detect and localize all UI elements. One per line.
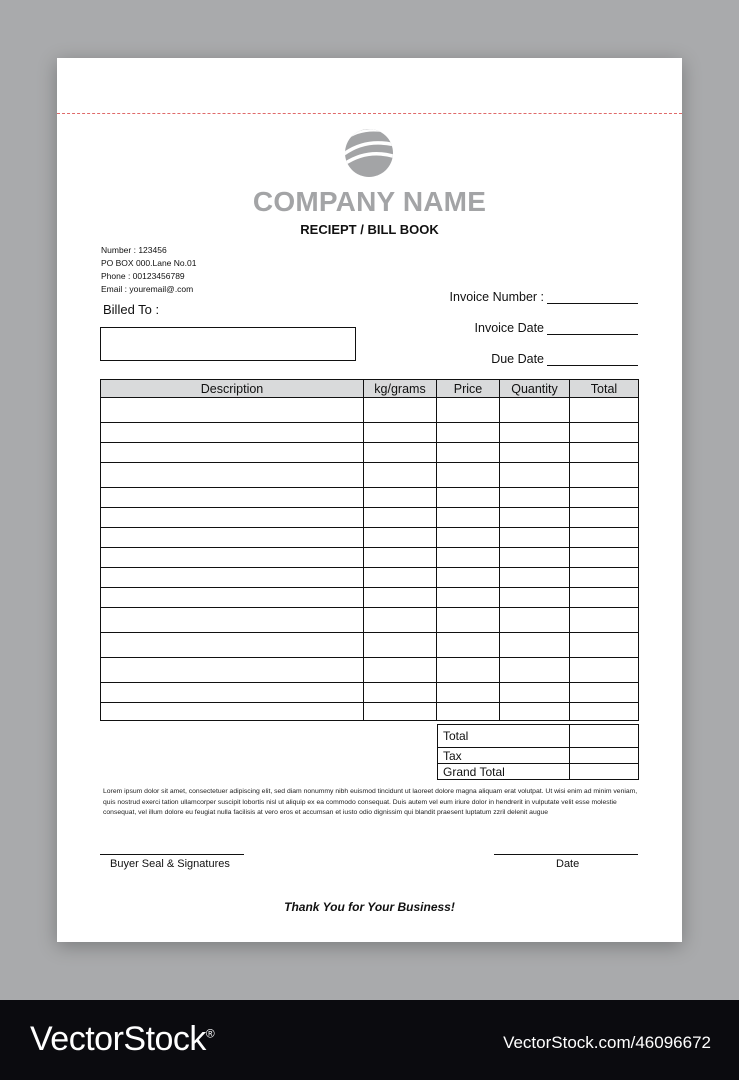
company-name: COMPANY NAME: [252, 186, 487, 217]
cell-weight[interactable]: [364, 683, 437, 703]
cell-quantity[interactable]: [500, 508, 570, 528]
cell-quantity[interactable]: [500, 463, 570, 488]
column-header-description: Description: [101, 380, 364, 398]
cell-price[interactable]: [437, 608, 500, 633]
cell-price[interactable]: [437, 443, 500, 463]
watermark-brand: [30, 1020, 214, 1059]
cell-quantity[interactable]: [500, 658, 570, 683]
cell-weight[interactable]: [364, 703, 437, 721]
perforation-line: [57, 113, 682, 114]
cell-weight[interactable]: [364, 423, 437, 443]
contact-phone: Phone : 00123456789: [101, 271, 185, 281]
cell-quantity[interactable]: [500, 398, 570, 423]
contact-email: Email : youremail@.com: [101, 284, 194, 294]
date-signature-label: Date: [556, 858, 580, 870]
table-row: [101, 528, 639, 548]
cell-description[interactable]: [101, 703, 364, 721]
cell-price[interactable]: [437, 568, 500, 588]
table-row: [101, 423, 639, 443]
table-row: [101, 398, 639, 423]
cell-description[interactable]: [101, 528, 364, 548]
document-title: RECIEPT / BILL BOOK: [300, 222, 439, 237]
table-row: [101, 488, 639, 508]
cell-total[interactable]: [570, 608, 639, 633]
company-logo-icon: [344, 128, 394, 178]
cell-weight[interactable]: [364, 508, 437, 528]
cell-price[interactable]: [437, 488, 500, 508]
invoice-number-row: [450, 290, 638, 304]
table-row: [101, 588, 639, 608]
invoice-date-label: Invoice Date: [474, 321, 544, 335]
cell-description[interactable]: [101, 683, 364, 703]
column-header-total: Total: [570, 380, 639, 398]
cell-description[interactable]: [101, 608, 364, 633]
cell-weight[interactable]: [364, 608, 437, 633]
invoice-number-label: Invoice Number :: [449, 290, 544, 304]
cell-description[interactable]: [101, 463, 364, 488]
watermark-brand-text: VectorStock: [30, 1020, 206, 1058]
cell-weight[interactable]: [364, 658, 437, 683]
cell-price[interactable]: [437, 508, 500, 528]
table-row: [101, 608, 639, 633]
watermark-stock-id: VectorStock.com/46096672: [503, 1033, 711, 1052]
due-date-label: Due Date: [491, 352, 544, 366]
cell-total[interactable]: [570, 398, 639, 423]
invoice-sheet: [57, 58, 682, 942]
cell-description[interactable]: [101, 398, 364, 423]
cell-price[interactable]: [437, 398, 500, 423]
cell-quantity[interactable]: [500, 683, 570, 703]
cell-weight[interactable]: [364, 398, 437, 423]
cell-total[interactable]: [570, 588, 639, 608]
cell-quantity[interactable]: [500, 703, 570, 721]
invoice-date-field[interactable]: [547, 324, 638, 335]
cell-price[interactable]: [437, 588, 500, 608]
due-date-row: [491, 352, 638, 366]
cell-price[interactable]: [437, 633, 500, 658]
total-row: [438, 725, 639, 748]
cell-description[interactable]: [101, 548, 364, 568]
cell-quantity[interactable]: [500, 443, 570, 463]
cell-description[interactable]: [101, 588, 364, 608]
cell-description[interactable]: [101, 568, 364, 588]
tax-label: Tax: [438, 748, 570, 764]
table-row: [101, 633, 639, 658]
cell-price[interactable]: [437, 423, 500, 443]
billed-to-field[interactable]: [100, 327, 356, 361]
registered-mark: ®: [205, 1026, 215, 1041]
buyer-signature-line[interactable]: [100, 854, 244, 855]
cell-weight[interactable]: [364, 528, 437, 548]
table-row: [101, 463, 639, 488]
cell-weight[interactable]: [364, 633, 437, 658]
table-row: [101, 703, 639, 721]
cell-description[interactable]: [101, 488, 364, 508]
due-date-field[interactable]: [547, 355, 638, 366]
contact-address: PO BOX 000.Lane No.01: [101, 258, 197, 268]
table-row: [101, 568, 639, 588]
cell-price[interactable]: [437, 528, 500, 548]
cell-quantity[interactable]: [500, 588, 570, 608]
cell-total[interactable]: [570, 683, 639, 703]
table-row: [101, 443, 639, 463]
cell-total[interactable]: [570, 508, 639, 528]
table-row: [101, 658, 639, 683]
table-row: [101, 683, 639, 703]
cell-price[interactable]: [437, 548, 500, 568]
table-row: [101, 548, 639, 568]
cell-total[interactable]: [570, 548, 639, 568]
cell-total[interactable]: [570, 528, 639, 548]
contact-block: [101, 244, 196, 296]
cell-total[interactable]: [570, 568, 639, 588]
invoice-number-field[interactable]: [547, 293, 638, 304]
terms-note: Lorem ipsum dolor sit amet, consectetuer adipiscing elit, sed diam nonummy nibh euismod tincidunt ut laoreet dolore magna aliquam erat volutpat. Ut wisi enim ad minim veniam, quis nostrud exerci tation ullamcorper suscipit lobortis nisl ut aliquip ex ea commodo consequat. Duis autem vel eum iriure dolor in hendrerit in vulputate velit esse molestie consequat, vel illum dolore eu feugiat nulla facilisis at vero eros et accumsan et iusto odio dignissim qui blandit praesent luptatum zzril delenit augue: [103, 788, 638, 816]
column-header-quantity: Quantity: [500, 380, 570, 398]
cell-price[interactable]: [437, 658, 500, 683]
total-label: Total: [438, 725, 570, 748]
cell-weight[interactable]: [364, 463, 437, 488]
invoice-date-row: [475, 321, 638, 335]
cell-weight[interactable]: [364, 548, 437, 568]
contact-number: Number : 123456: [101, 245, 167, 255]
date-signature-line[interactable]: [494, 854, 638, 855]
cell-total[interactable]: [570, 703, 639, 721]
cell-total[interactable]: [570, 443, 639, 463]
cell-weight[interactable]: [364, 568, 437, 588]
cell-description[interactable]: [101, 443, 364, 463]
total-value-cell[interactable]: [570, 725, 639, 748]
cell-total[interactable]: [570, 658, 639, 683]
cell-price[interactable]: [437, 703, 500, 721]
totals-table: [437, 724, 639, 780]
cell-total[interactable]: [570, 463, 639, 488]
grand-total-value-cell[interactable]: [570, 764, 639, 780]
buyer-signature-label: Buyer Seal & Signatures: [110, 858, 230, 870]
cell-description[interactable]: [101, 633, 364, 658]
cell-quantity[interactable]: [500, 633, 570, 658]
items-table: [100, 379, 639, 721]
cell-quantity[interactable]: [500, 608, 570, 633]
watermark-footer: [0, 1000, 739, 1080]
tax-row: [438, 748, 639, 764]
table-row: [101, 508, 639, 528]
cell-quantity[interactable]: [500, 568, 570, 588]
cell-price[interactable]: [437, 463, 500, 488]
cell-total[interactable]: [570, 633, 639, 658]
cell-weight[interactable]: [364, 443, 437, 463]
cell-quantity[interactable]: [500, 423, 570, 443]
cell-quantity[interactable]: [500, 548, 570, 568]
cell-description[interactable]: [101, 508, 364, 528]
cell-description[interactable]: [101, 423, 364, 443]
table-header-row: [101, 380, 639, 398]
billed-to-label: Billed To :: [103, 302, 160, 317]
column-header-weight: kg/grams: [364, 380, 437, 398]
cell-weight[interactable]: [364, 488, 437, 508]
cell-quantity[interactable]: [500, 528, 570, 548]
thank-you-message: Thank You for Your Business!: [284, 900, 455, 914]
cell-quantity[interactable]: [500, 488, 570, 508]
cell-description[interactable]: [101, 658, 364, 683]
grand-total-label: Grand Total: [438, 764, 570, 780]
column-header-price: Price: [437, 380, 500, 398]
cell-weight[interactable]: [364, 588, 437, 608]
grand-total-row: [438, 764, 639, 780]
cell-price[interactable]: [437, 683, 500, 703]
tax-value-cell[interactable]: [570, 748, 639, 764]
cell-total[interactable]: [570, 488, 639, 508]
cell-total[interactable]: [570, 423, 639, 443]
